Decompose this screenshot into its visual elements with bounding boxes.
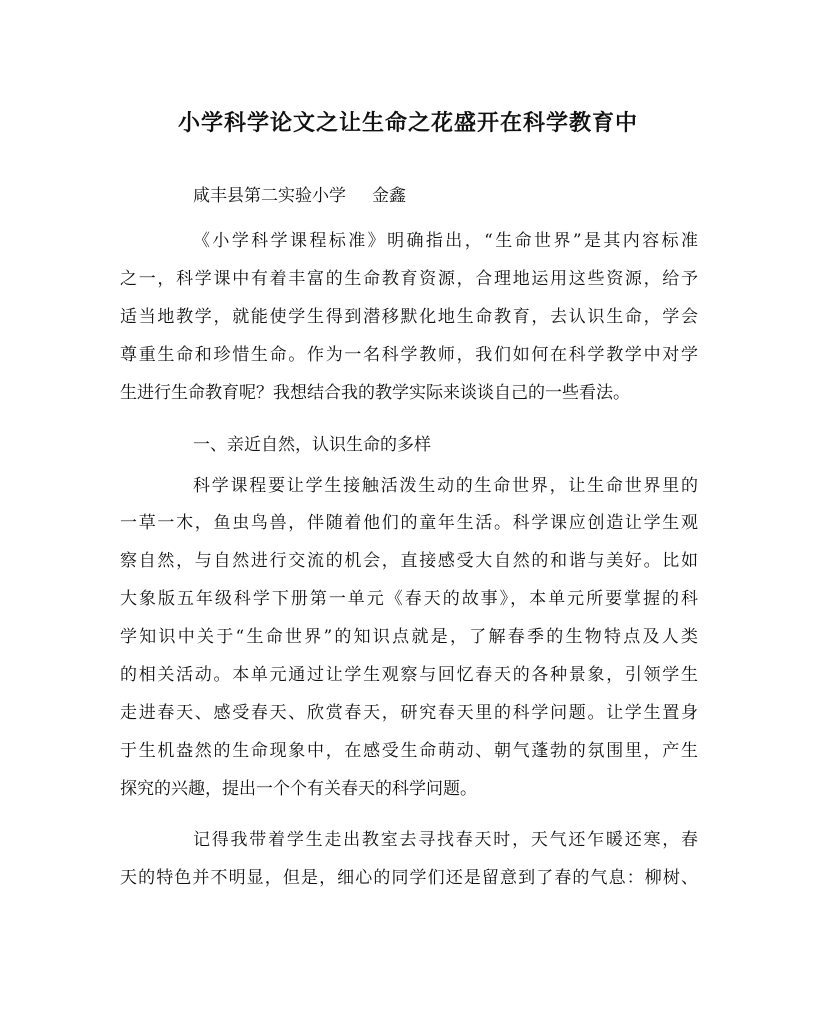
author-school: 咸丰县第二实验小学 — [193, 186, 346, 206]
paragraph-line: 之一，科学课中有着丰富的生命教育资源，合理地运用这些资源，给予 — [120, 269, 698, 289]
author-line — [193, 182, 406, 210]
paragraph-line: 走进春天、感受春天、欣赏春天，研究春天里的科学问题。让学生置身 — [120, 703, 698, 723]
author-name: 金鑫 — [372, 186, 406, 206]
paragraph-line: 记得我带着学生走出教室去寻找春天时，天气还乍暖还寒，春 — [193, 830, 698, 850]
paragraph-line: 于生机盎然的生命现象中，在感受生命萌动、朝气蓬勃的氛围里，产生 — [120, 741, 698, 761]
paragraph-line: 生进行生命教育呢？我想结合我的教学实际来谈谈自己的一些看法。 — [120, 383, 630, 403]
document-title: 小学科学论文之让生命之花盛开在科学教育中 — [177, 110, 638, 136]
paragraph-line: 探究的兴趣，提出一个个有关春天的科学问题。 — [120, 779, 477, 799]
paragraph-line: 的相关活动。本单元通过让学生观察与回忆春天的各种景象，引领学生 — [120, 665, 698, 685]
paragraph-line: 察自然，与自然进行交流的机会，直接感受大自然的和谐与美好。比如 — [120, 551, 698, 571]
paragraph-line: 大象版五年级科学下册第一单元《春天的故事》，本单元所要掌握的科 — [120, 589, 698, 609]
paragraph-line: 一草一木，鱼虫鸟兽，伴随着他们的童年生活。科学课应创造让学生观 — [120, 513, 698, 533]
paragraph-line: 学知识中关于“生命世界”的知识点就是，了解春季的生物特点及人类 — [120, 627, 698, 647]
section-heading: 一、亲近自然，认识生命的多样 — [193, 435, 431, 455]
paragraph-line: 《小学科学课程标准》明确指出，“生命世界”是其内容标准 — [193, 231, 698, 251]
paragraph-line: 天的特色并不明显，但是，细心的同学们还是留意到了春的气息：柳树、 — [120, 868, 698, 888]
paragraph-line: 科学课程要让学生接触活泼生动的生命世界，让生命世界里的 — [193, 476, 698, 496]
paragraph-line: 尊重生命和珍惜生命。作为一名科学教师，我们如何在科学教学中对学 — [120, 345, 698, 365]
paragraph-line: 适当地教学，就能使学生得到潜移默化地生命教育，去认识生命，学会 — [120, 307, 698, 327]
